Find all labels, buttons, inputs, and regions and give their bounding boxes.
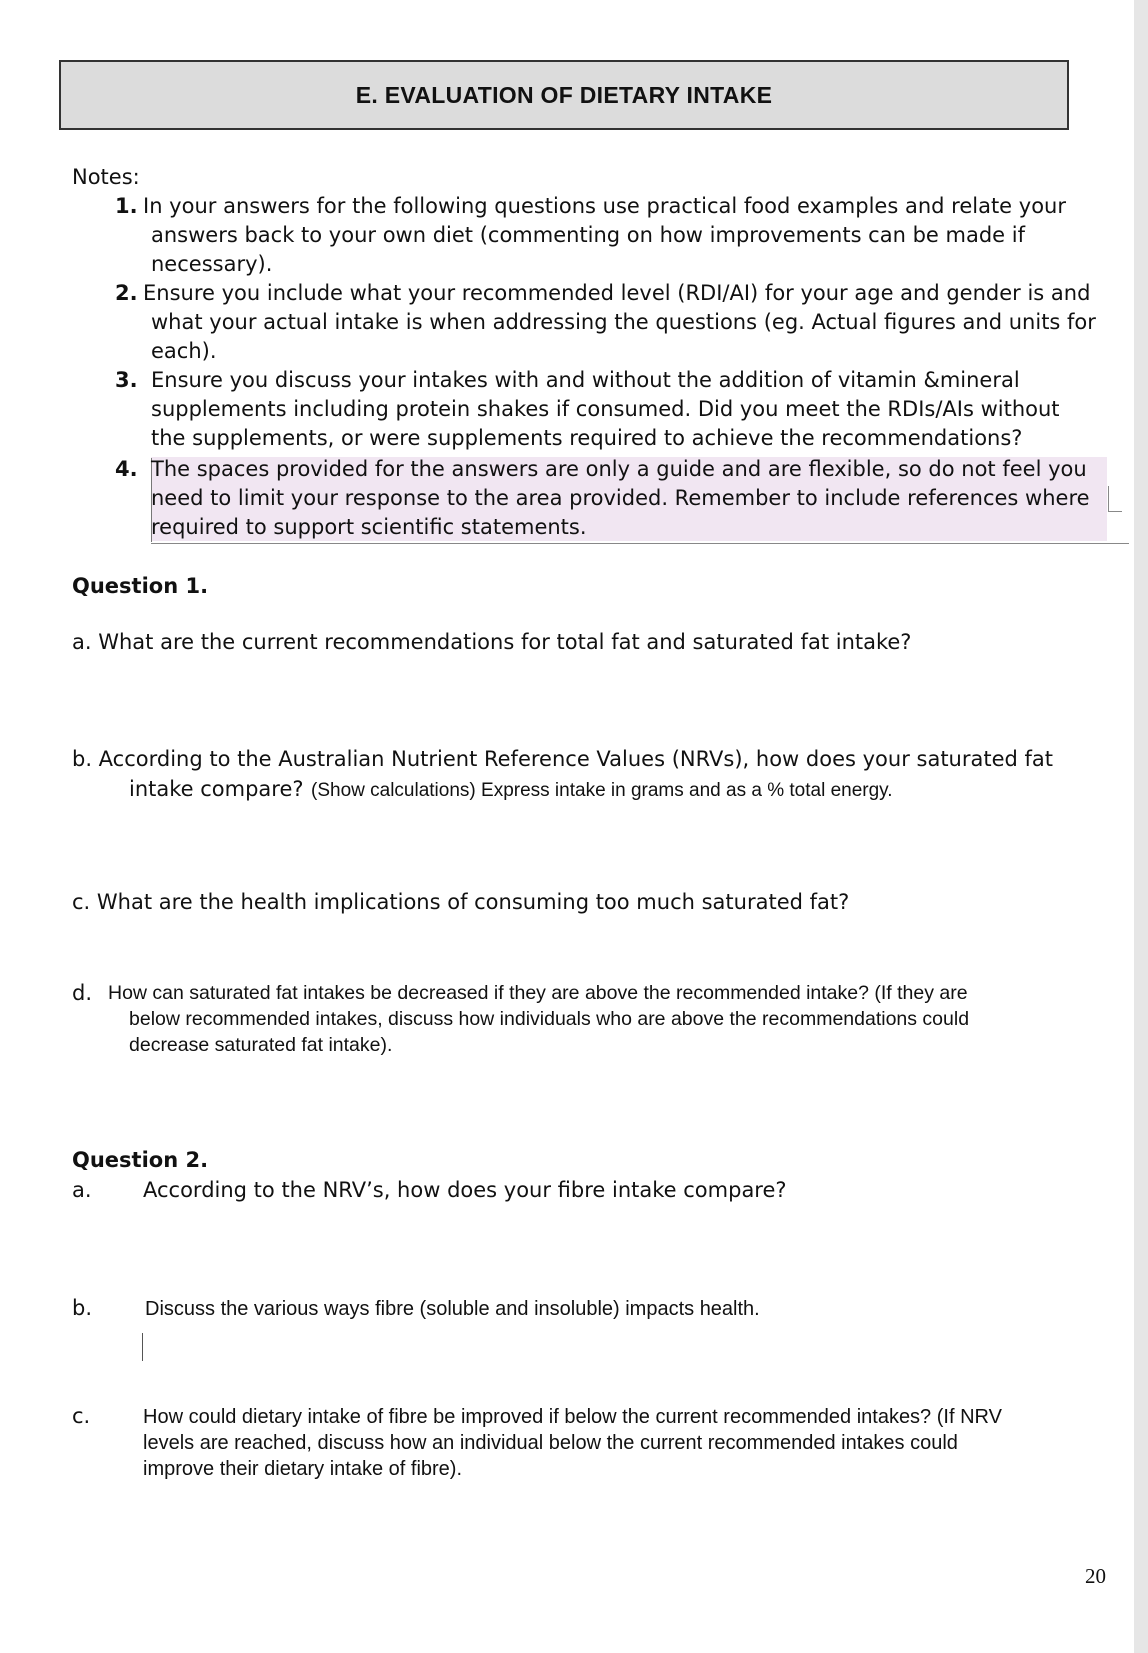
section-title: E. EVALUATION OF DIETARY INTAKE	[59, 60, 1069, 130]
question-1a: a. What are the current recommendations for total fat and saturated fat intake?	[72, 630, 912, 654]
note-1-number: 1.	[115, 194, 138, 218]
question-1b-line-1: b. According to the Australian Nutrient Reference Values (NRVs), how does your saturated fat	[72, 747, 1054, 771]
note-1-line-2: answers back to your own diet (commenting on how improvements can be made if	[151, 223, 1025, 247]
question-2a-label: a.	[72, 1178, 92, 1202]
question-2c-line-1: How could dietary intake of fibre be improved if below the current recommended intakes? (If NRV	[143, 1406, 1002, 1428]
question-1d-label: d.	[72, 981, 93, 1005]
question-2b: Discuss the various ways fibre (soluble and insoluble) impacts health.	[145, 1298, 760, 1320]
question-2c-line-3: improve their dietary intake of fibre).	[143, 1458, 463, 1480]
notes-label: Notes:	[72, 165, 140, 189]
note-4-underline	[151, 543, 1129, 544]
note-3-number: 3.	[115, 368, 138, 392]
note-4-number: 4.	[115, 457, 138, 481]
page-edge	[1134, 0, 1148, 1653]
question-1-heading: Question 1.	[72, 574, 209, 598]
note-2-line-2: what your actual intake is when addressing the questions (eg. Actual figures and units for	[151, 310, 1096, 334]
note-1-line-1: In your answers for the following questions use practical food examples and relate your	[143, 194, 1066, 218]
note-4-line-2[interactable]: need to limit your response to the area provided. Remember to include references where	[151, 486, 1090, 510]
note-4-line-1[interactable]: The spaces provided for the answers are only a guide and are flexible, so do not feel you	[151, 457, 1087, 481]
note-2-line-3: each).	[151, 339, 217, 363]
note-2-number: 2.	[115, 281, 138, 305]
note-3-line-1: Ensure you discuss your intakes with and without the addition of vitamin &mineral	[151, 368, 1020, 392]
note-3-line-3: the supplements, or were supplements required to achieve the recommendations?	[151, 426, 1023, 450]
note-3-line-2: supplements including protein shakes if consumed. Did you meet the RDIs/AIs without	[151, 397, 1060, 421]
note-4-line-3[interactable]: required to support scientific statements.	[151, 515, 587, 539]
question-1b-line-2: intake compare?	[129, 777, 304, 801]
question-1d-line-1: How can saturated fat intakes be decreased if they are above the recommended intake? (If they are	[108, 982, 968, 1004]
question-1d-line-3: decrease saturated fat intake).	[129, 1034, 393, 1056]
note-2-line-1: Ensure you include what your recommended level (RDI/AI) for your age and gender is and	[143, 281, 1091, 305]
question-1b-note: (Show calculations) Express intake in grams and as a % total energy.	[311, 780, 893, 801]
page-number: 20	[1085, 1564, 1106, 1588]
note-1-line-3: necessary).	[151, 252, 273, 276]
question-2a: According to the NRV’s, how does your fibre intake compare?	[143, 1178, 787, 1202]
text-cursor[interactable]	[142, 1333, 143, 1361]
question-2-heading: Question 2.	[72, 1148, 209, 1172]
question-1c: c. What are the health implications of consuming too much saturated fat?	[72, 890, 850, 914]
question-2c-line-2: levels are reached, discuss how an individual below the current recommended intakes could	[143, 1432, 958, 1454]
paragraph-end-mark	[1108, 486, 1122, 512]
question-1d-line-2: below recommended intakes, discuss how individuals who are above the recommendations could	[129, 1008, 970, 1030]
question-2c-label: c.	[72, 1404, 91, 1428]
question-2b-label: b.	[72, 1296, 93, 1320]
